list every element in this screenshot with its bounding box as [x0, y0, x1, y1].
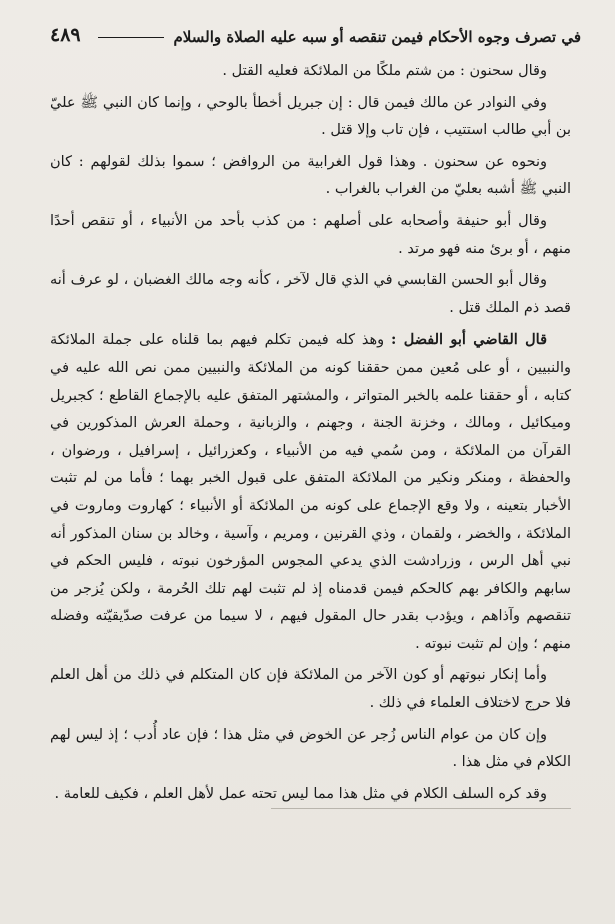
- paragraph: وقد كره السلف الكلام في مثل هذا مما ليس تحته عمل لأهل العلم ، فكيف للعامة .: [54, 785, 547, 802]
- page-body: [50, 58, 571, 808]
- paragraph: وقال أبو الحسن القابسي في الذي قال لآخر ، كأنه وجه مالك الغضبان ، لو عرف أنه قصد ذم الملك قتل .: [50, 272, 571, 316]
- footnote-rule: [271, 808, 571, 809]
- paragraph: وأما إنكار نبوتهم أو كون الآخر من الملائكة فإن كان المتكلم في ذلك من أهل العلم فلا حرج لاختلاف العلماء في ذلك .: [50, 667, 571, 712]
- header-rule: [98, 37, 164, 38]
- paragraph-lead: قال القاضي أبو الفضل :: [391, 331, 548, 349]
- running-header-title: في تصرف وجوه الأحكام فيمن تنقصه أو سبه عليه الصلاة والسلام: [173, 28, 581, 46]
- running-header: [88, 28, 581, 46]
- paragraph: وقال سحنون : من شتم ملكًا من الملائكة فعليه القتل .: [222, 63, 547, 79]
- paragraph: ونحوه عن سحنون . وهذا قول الغرابية من الروافض ؛ سموا بذلك لقولهم : كان النبي ﷺ أشبه بعليّ من الغراب بالغراب .: [50, 153, 571, 198]
- paragraph: وإن كان من عوام الناس زُجر عن الخوض في مثل هذا ؛ فإن عاد أُدب ؛ إذ ليس لهم الكلام في مثل هذا .: [50, 726, 571, 771]
- paragraph: قال القاضي أبو الفضل : وهذ كله فيمن تكلم فيهم بما قلناه على جملة الملائكة والنبيين ، أو على مُعين ممن حققنا كونه من الملائكة والنبيين ممن نص الله عليه في كتابه ، أو حققنا علمه بالخبر المتواتر ، والمشتهر المتفق عليه بالإجماع القاطع ؛ كجبريل وميكائيل ، ومالك ، وخزنة الجنة ، وجهنم ، والزبانية ، وحملة العرش المذكورين في القرآن من الملائكة ، ومن سُمي فيه من الأنبياء ، وكعزرائيل ، إسرافيل ، ورضوان ، والحفظة ، ومنكر ونكير من الملائكة المتفق على قبول الخبر بهما ؛ فأما من لم تثبت الأخبار بتعينه ، ولا وقع الإجماع على كونه من الملائكة أو الأنبياء ؛ كهاروت وماروت في الملائكة ، والخضر ، ولقمان ، وذي القرنين ، ومريم ، وآسية ، وخالد بن سنان المذكور أنه نبي أهل الرس ، وزرادشت الذي يدعي المجوس المؤرخون نبوته ، فليس الحكم في سابهم والكافر بهم كالحكم فيمن قدمناه إذ لم تثبت لهم تلك الحُرمة ، ولكن يُزجر من تنقصهم وآذاهم ، ويؤدب بقدر حال المقول فيهم ، لا سيما من عرفت صدّيقيّته وفضله منهم ؛ وإن لم تثبت نبوته .: [50, 331, 571, 652]
- paragraph: وفي النوادر عن مالك فيمن قال : إن جبريل أخطأ بالوحي ، وإنما كان النبي ﷺ عليّ بن أبي طالب استتيب ، فإن تاب وإلا قتل .: [50, 94, 571, 139]
- paragraph: وقال أبو حنيفة وأصحابه على أصلهم : من كذب بأحد من الأنبياء ، أو تنقص أحدًا منهم ، أو برئ منه فهو مرتد .: [50, 212, 571, 257]
- page-number: ٤٨٩: [50, 24, 81, 46]
